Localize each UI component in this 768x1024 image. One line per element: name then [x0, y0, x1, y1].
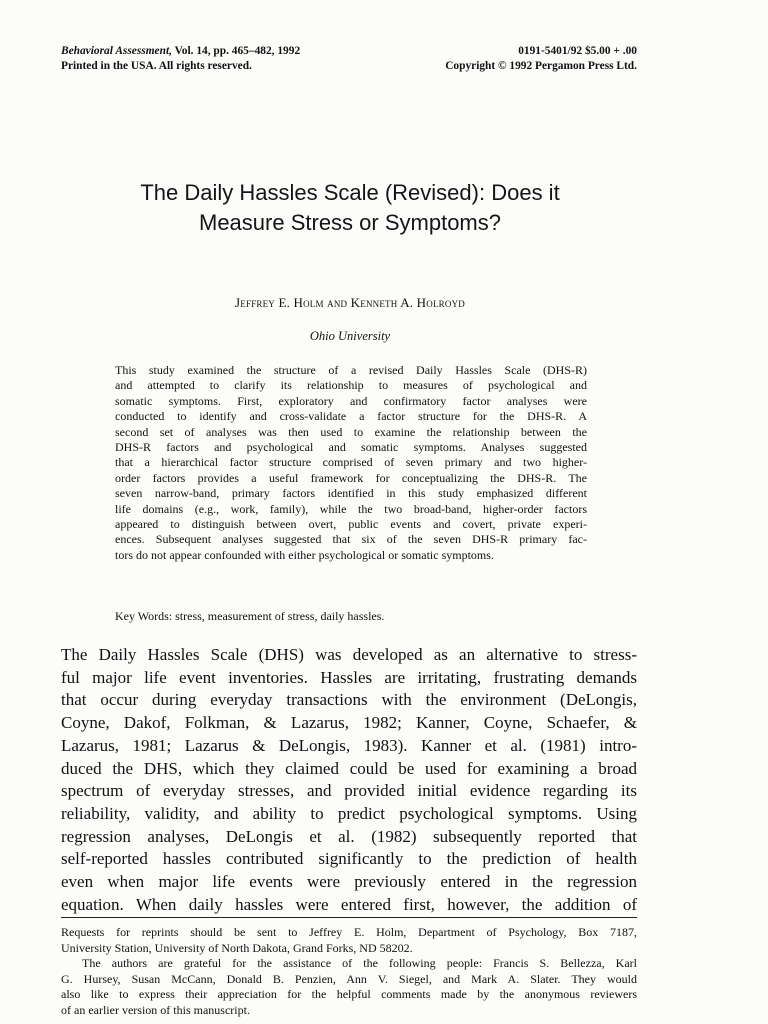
volume-pages: Vol. 14, pp. 465–482, 1992 — [171, 45, 301, 57]
affiliation: Ohio University — [309, 329, 391, 343]
abstract-line: seven narrow-band, primary factors identified in this study emphasized different — [115, 486, 587, 501]
footnote-divider — [61, 917, 637, 918]
abstract-line: and attempted to clarify its relationship to measures of psychological and — [115, 378, 587, 393]
footnote-line: University Station, University of North Dakota, Grand Forks, ND 58202. — [61, 940, 413, 955]
abstract-line: conducted to identify and cross-validate a factor structure for the DHS-R. A — [115, 409, 587, 424]
title-line-1: The Daily Hassles Scale (Revised): Does it — [140, 180, 560, 205]
copyright-notice: Copyright © 1992 Pergamon Press Ltd. — [445, 60, 637, 72]
body-line: self-reported hassles contributed significantly to the prediction of health — [61, 849, 637, 869]
body-line: Coyne, Dakof, Folkman, & Lazarus, 1982; Kanner, Coyne, Schaefer, & — [61, 713, 637, 733]
body-line: spectrum of everyday stresses, and provided initial evidence regarding its — [61, 781, 637, 801]
body-line: that occur during everyday transactions with the environment (DeLongis, — [61, 690, 637, 710]
footnote-line: of an earlier version of this manuscript. — [61, 1002, 250, 1017]
issn-price: 0191-5401/92 $5.00 + .00 — [518, 45, 637, 57]
abstract-line: that a hierarchical factor structure comprised of seven primary and two higher- — [115, 455, 587, 470]
printed-notice: Printed in the USA. All rights reserved. — [61, 60, 252, 72]
body-line: even when major life events were previously entered in the regression — [61, 872, 637, 892]
abstract-line: life domains (e.g., work, family), while the two broad-band, higher-order factors — [115, 501, 587, 516]
body-line: The Daily Hassles Scale (DHS) was developed as an alternative to stress- — [61, 645, 637, 664]
abstract-line: ences. Subsequent analyses suggested that six of the seven DHS-R primary fac- — [115, 532, 587, 547]
abstract-line: This study examined the structure of a revised Daily Hassles Scale (DHS-R) — [115, 363, 587, 377]
authors: Jeffrey E. Holm and Kenneth A. Holroyd — [235, 295, 465, 310]
body-line: reliability, validity, and ability to predict psychological symptoms. Using — [61, 803, 637, 823]
body-paragraph — [61, 644, 637, 916]
footnote-line: G. Hursey, Susan McCann, Donald B. Penzien, Ann V. Siegel, and Mark A. Slater. They would — [61, 971, 637, 986]
abstract-line: tors do not appear confounded with either psychological or somatic symptoms. — [115, 547, 494, 562]
body-line: equation. When daily hassles were entered first, however, the addition of — [61, 894, 637, 914]
running-header-right — [445, 44, 637, 74]
abstract-line: DHS-R factors and psychological and somatic symptoms. Analyses suggested — [115, 440, 587, 455]
body-line: Lazarus, 1981; Lazarus & DeLongis, 1983). Kanner et al. (1981) intro- — [61, 735, 637, 755]
body-line: duced the DHS, which they claimed could be used for examining a broad — [61, 758, 637, 778]
body-line: ful major life event inventories. Hassles are irritating, frustrating demands — [61, 667, 637, 687]
abstract — [115, 363, 587, 563]
abstract-line: appeared to distinguish between overt, public events and covert, private experi- — [115, 517, 587, 532]
footnotes — [61, 925, 637, 1019]
footnote-line: The authors are grateful for the assistance of the following people: Francis S. Bellezza, Karl — [82, 956, 637, 971]
title-line-2: Measure Stress or Symptoms? — [199, 210, 501, 235]
body-line: regression analyses, DeLongis et al. (1982) subsequently reported that — [61, 826, 637, 846]
abstract-line: second set of analyses was then used to examine the relationship between the — [115, 424, 587, 439]
journal-citation — [61, 44, 300, 59]
journal-name: Behavioral Assessment, — [61, 45, 172, 57]
abstract-line: somatic symptoms. First, exploratory and confirmatory factor analyses were — [115, 393, 587, 408]
running-header-left — [61, 44, 300, 74]
abstract-line: order factors provides a useful framework for conceptualizing the DHS-R. The — [115, 470, 587, 485]
article-title — [60, 178, 640, 238]
footnote-line: also like to express their appreciation for the helpful comments made by the anonymous reviewers — [61, 987, 637, 1002]
footnote-line: Requests for reprints should be sent to Jeffrey E. Holm, Department of Psychology, Box 7187, — [61, 925, 637, 939]
keywords: Key Words: stress, measurement of stress, daily hassles. — [115, 609, 385, 623]
